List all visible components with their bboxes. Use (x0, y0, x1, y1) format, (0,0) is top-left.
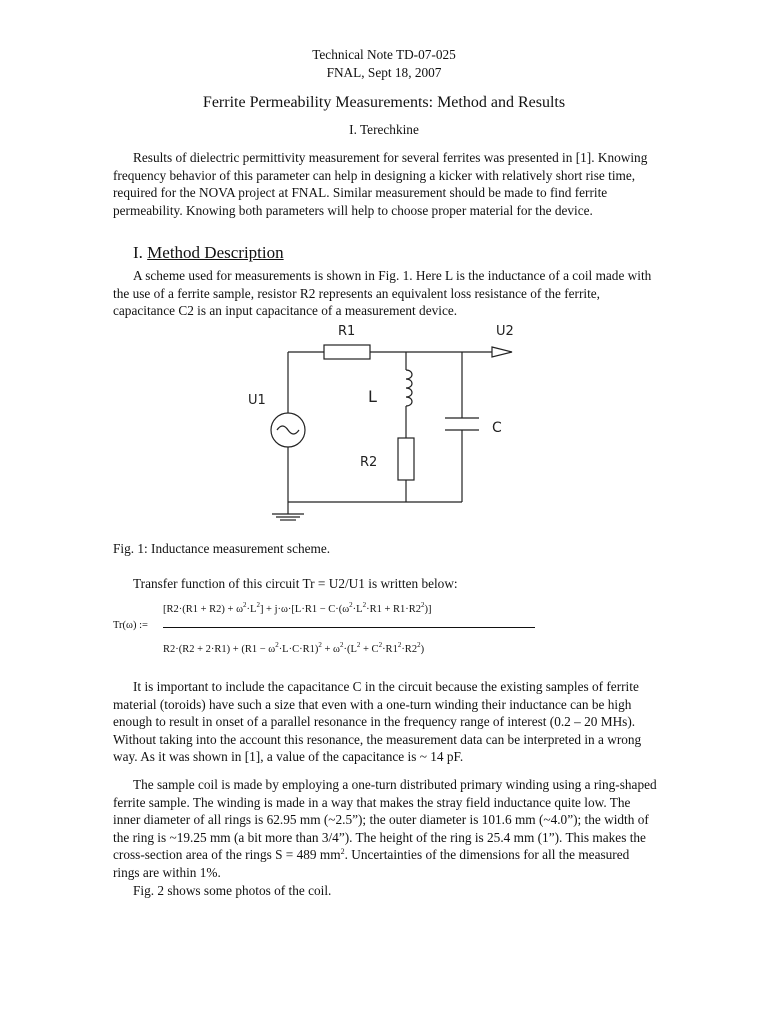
paper-author: I. Terechkine (349, 122, 419, 137)
figure-caption: Fig. 1: Inductance measurement scheme. (113, 541, 331, 556)
area-unit-exponent: 2 (340, 847, 345, 857)
section-number: I. (133, 243, 143, 262)
output-arrow-icon (492, 347, 512, 357)
coil-paragraph (113, 776, 658, 882)
technical-note-number: Technical Note TD-07-025 (312, 47, 456, 62)
label-u1: U1 (248, 393, 266, 408)
resonance-text: It is important to include the capacitance C in the circuit because the existing samples of ferrite material (toroids) have such a size that even with a one-turn winding their inductance can be high enough to result in onset of a parallel resonance in the frequency range of interest (0.2 – 20 MHs). Without taking into the account this resonance, the measurement data can be interpreted in a wrong way. As it was shown in [1], a value of the capacitance is ~ 14 pF. (113, 679, 642, 765)
equation-denominator: $R2\cdot(R2 + 2\cdot R1) + (R1 - \omega^2\cdot L\cdot C\cdot R1)^2 + \omega^2\cdot(L^2 + C^2\cdot R1^2\cdot R2^2)$ (163, 641, 425, 655)
intro-text: Results of dielectric permittivity measurement for several ferrites was presented in [1]. Knowing frequency behavior of this parameter can help in designing a kicker with relatively short rise time, required for the NOVA project at FNAL. Similar measurement should be made to find ferrite permeability. Knowing both parameters will help to choose proper material for the device. (113, 150, 648, 218)
method-paragraph (113, 267, 658, 320)
document-header (0, 46, 768, 82)
inductor-icon (406, 370, 412, 406)
resistor-r2 (398, 438, 414, 480)
coil-text-tail: . Uncertainties of the dimensions for all the measured rings are within 1%. (113, 847, 630, 880)
equation-numerator: $[R2\cdot(R1 + R2) + \omega^2\cdot L^2] + j\cdot\omega\cdot[L\cdot R1 - C\cdot(\omega^2\cdot L^2\cdot R1 + R1\cdot R2^2)]$ (163, 601, 432, 615)
resistor-r1 (324, 345, 370, 359)
section-title-text: Method Description (147, 243, 284, 262)
label-r1: R1 (338, 324, 356, 339)
sine-wave-icon (277, 426, 299, 434)
label-r2: R2 (360, 455, 378, 470)
intro-paragraph (113, 149, 658, 219)
section-heading (133, 244, 284, 262)
transfer-function-intro: Transfer function of this circuit Tr = U2/U1 is written below: (133, 576, 458, 591)
circuit-diagram (240, 318, 540, 528)
label-l: L (368, 387, 377, 406)
fraction-bar (163, 627, 535, 628)
resonance-paragraph (113, 678, 658, 766)
coil-text: The sample coil is made by employing a one-turn distributed primary winding using a ring-shaped ferrite sample. The winding is made in a way that makes the stray field inductance quite low. The inner diameter of all rings is 62.95 mm (~2.5”); the outer diameter is 101.6 mm (~4.0”); the width of the ring is ~19.25 mm (a bit more than 3/4”). The height of the ring is 25.4 mm (1”). This makes the cross-section area of the rings S = 489 mm (113, 777, 657, 863)
label-u2: U2 (496, 324, 514, 339)
paper-title: Ferrite Permeability Measurements: Method and Results (202, 94, 566, 111)
transfer-function-equation (113, 597, 513, 667)
method-text: A scheme used for measurements is shown in Fig. 1. Here L is the inductance of a coil made with the use of a ferrite sample, resistor R2 represents an equivalent loss resistance of the ferrite, capacitance C2 is an input capacitance of a measurement device. (113, 268, 652, 319)
equation-lhs: Tr(ω) := (113, 620, 148, 631)
photos-paragraph (113, 882, 658, 900)
photos-text: Fig. 2 shows some photos of the coil. (133, 883, 332, 898)
label-c: C (492, 420, 502, 436)
header-date: FNAL, Sept 18, 2007 (326, 65, 442, 80)
